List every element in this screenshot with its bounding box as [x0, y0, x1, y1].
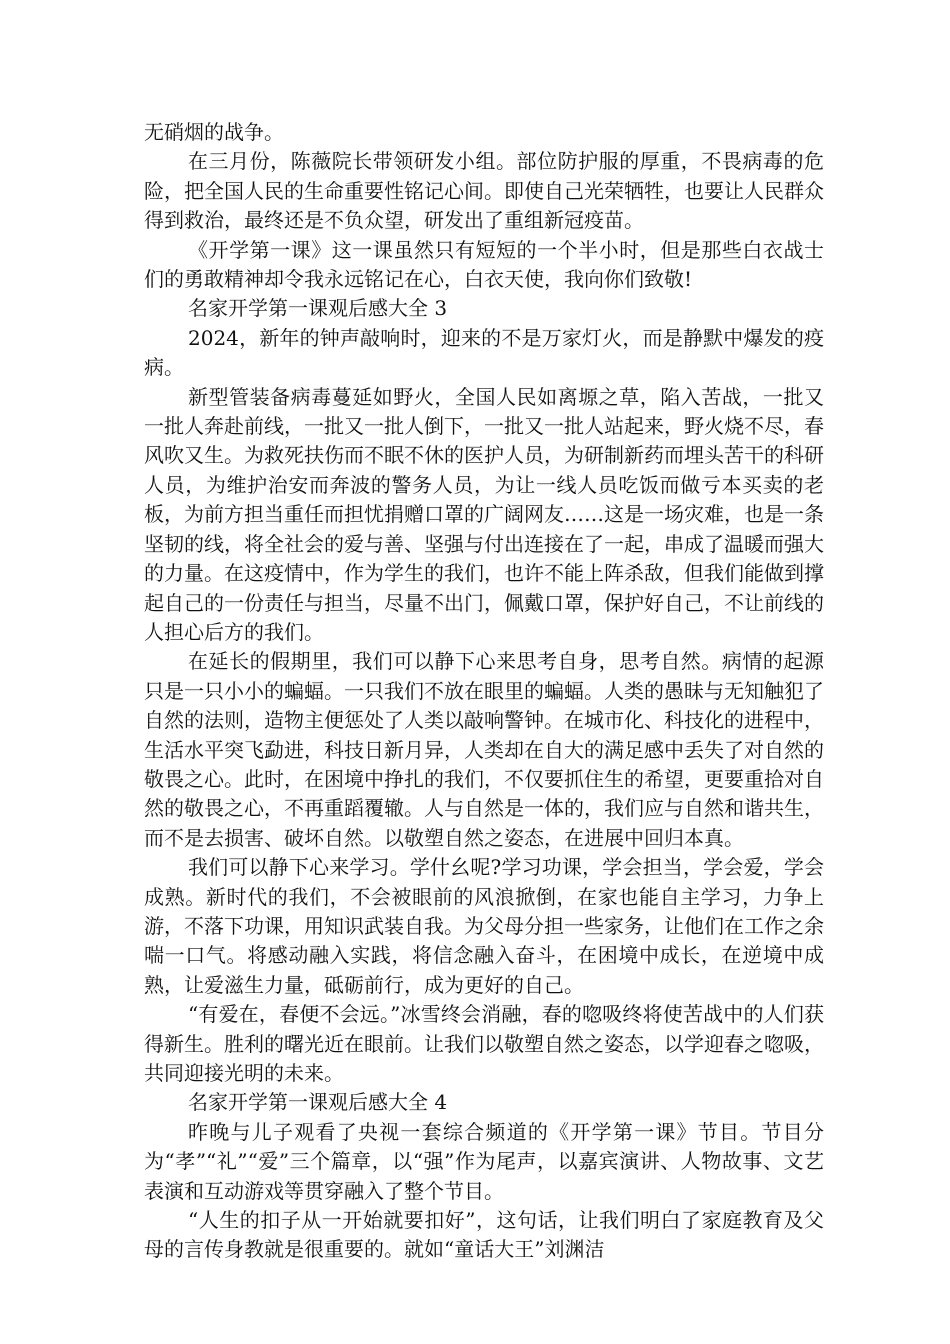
paragraph-1: 无硝烟的战争。 — [144, 120, 284, 144]
document-page — [144, 118, 824, 1265]
paragraph-2: 在三月份，陈薇院长带领研发小组。部位防护服的厚重，不畏病毒的危险，把全国人民的生命重要性铭记心间。即使自己光荣牺牲，也要让人民群众得到救治，最终还是不负众望，研发出了重组新冠疫苗。 — [144, 149, 824, 233]
paragraph-9: “有爱在，春便不会远。”冰雪终会消融，春的唿吸终将使苦战中的人们获得新生。胜利的曙光近在眼前。让我们以敬塑自然之姿态，以学迎春之唿吸，共同迎接光明的未来。 — [144, 1002, 824, 1085]
paragraph-12: “人生的扣子从一开始就要扣好”，这句话，让我们明白了家庭教育及父母的言传身教就是很重要的。就如“童话大王”刘渊洁 — [144, 1208, 824, 1262]
paragraph-11: 昨晚与儿子观看了央视一套综合频道的《开学第一课》节目。节目分为“孝”“礼”“爱”三个篇章，以“强”作为尾声，以嘉宾演讲、人物故事、文艺表演和互动游戏等贯穿融入了整个节目。 — [144, 1119, 824, 1203]
paragraph-5: 2024，新年的钟声敲响时，迎来的不是万家灯火，而是静默中爆发的疫病。 — [144, 325, 824, 380]
section-heading-3: 名家开学第一课观后感大全 3 — [188, 296, 448, 321]
section-heading-4: 名家开学第一课观后感大全 4 — [188, 1090, 448, 1115]
paragraph-3: 《开学第一课》这一课虽然只有短短的一个半小时，但是那些白衣战士们的勇敢精神却令我永远铭记在心，白衣天使，我向你们致敬! — [144, 237, 824, 292]
paragraph-7: 在延长的假期里，我们可以静下心来思考自身，思考自然。病情的起源只是一只小小的蝙蝠。一只我们不放在眼里的蝙蝠。人类的愚昧与无知触犯了自然的法则，造物主便惩处了人类以敲响警钟。在城市化、科技化的进程中，生活水平突飞勐进，科技日新月异，人类却在自大的满足感中丢失了对自然的敬畏之心。此时，在困境中挣扎的我们，不仅要抓住生的希望，更要重拾对自然的敬畏之心，不再重蹈覆辙。人与自然是一体的，我们应与自然和谐共生，而不是去损害、破坏自然。以敬塑自然之姿态，在进展中回归本真。 — [144, 649, 824, 850]
paragraph-6: 新型管装备病毒蔓延如野火，全国人民如离塬之草，陷入苦战，一批又一批人奔赴前线，一批又一批人倒下，一批又一批人站起来，野火烧不尽，春风吹又生。为救死扶伤而不眠不休的医护人员，为研制新药而埋头苦干的科研人员，为维护治安而奔波的警务人员，为让一线人员吃饭而做亏本买卖的老板，为前方担当重任而担忧捐赠口罩的广阔网友……这是一场灾难，也是一条坚韧的线，将全社会的爱与善、坚强与付出连接在了一起，串成了温暖而强大的力量。在这疫情中，作为学生的我们，也许不能上阵杀敌，但我们能做到撑起自己的一份责任与担当，尽量不出门，佩戴口罩，保护好自己，不让前线的人担心后方的我们。 — [144, 384, 824, 644]
paragraph-8: 我们可以静下心来学习。学什幺呢?学习功课，学会担当，学会爱，学会成熟。新时代的我们，不会被眼前的风浪掀倒，在家也能自主学习，力争上游，不落下功课，用知识武装自我。为父母分担一些家务，让他们在工作之余喘一口气。将感动融入实践，将信念融入奋斗，在困境中成长，在逆境中成熟，让爱滋生力量，砥砺前行，成为更好的自己。 — [144, 855, 824, 997]
